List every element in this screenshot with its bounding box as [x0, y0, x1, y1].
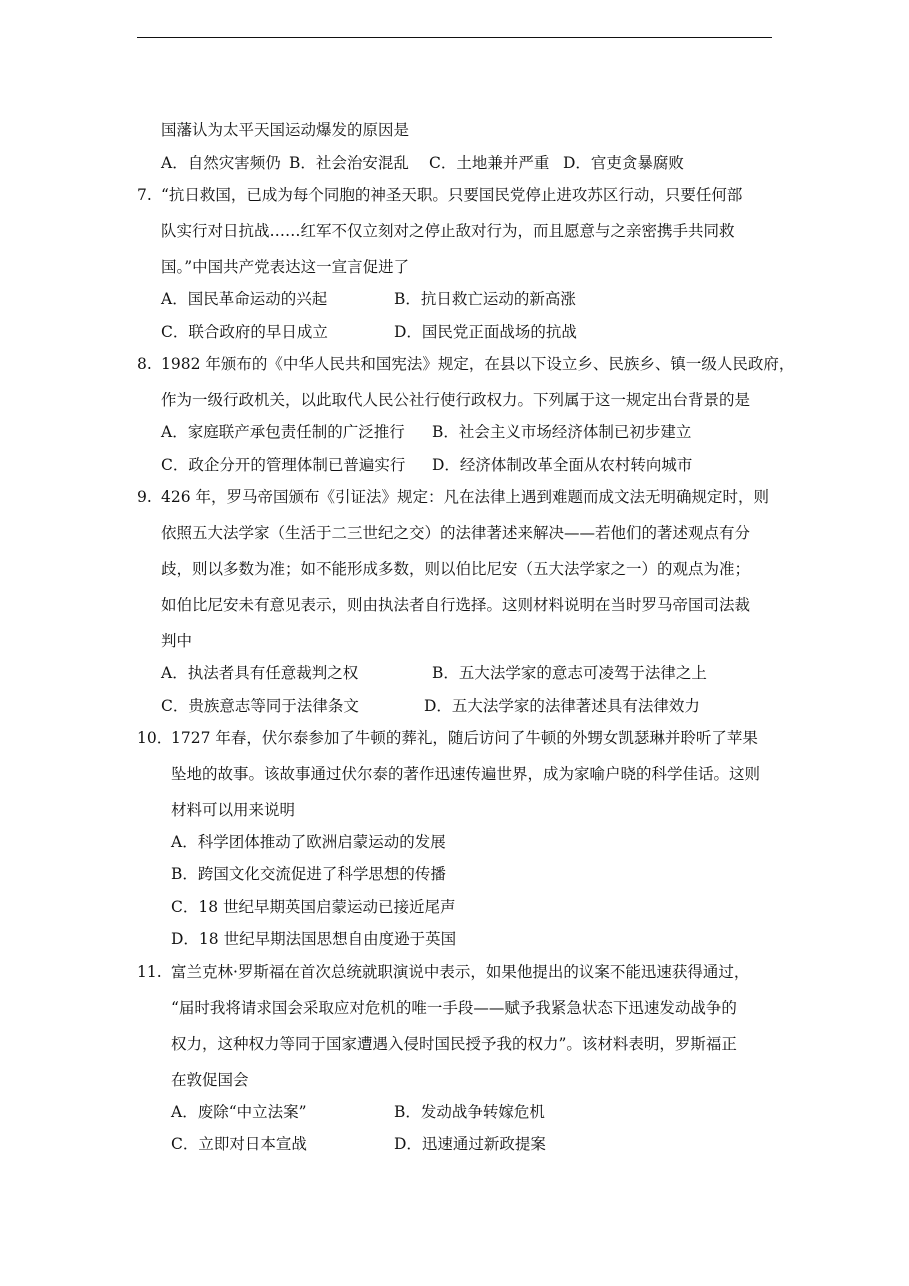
q6-option-c: C．土地兼并严重: [429, 154, 550, 172]
q10-option-b: B．跨国文化交流促进了科学思想的传播: [171, 865, 446, 883]
header-rule: [137, 37, 772, 38]
q7-option-b: B．抗日救亡运动的新高涨: [394, 290, 576, 308]
q9-number: 9.: [137, 488, 152, 506]
q11-number: 11.: [137, 963, 162, 981]
q6-option-b: B．社会治安混乱: [289, 154, 409, 172]
q8-option-d: D．经济体制改革全面从农村转向城市: [432, 456, 693, 474]
q11-stem-line-3: 权力，这种权力等同于国家遭遇入侵时国民授予我的权力”。该材料表明，罗斯福正: [171, 1035, 737, 1053]
q6-option-d: D．官吏贪暴腐败: [563, 154, 684, 172]
q10-option-c: C．18 世纪早期英国启蒙运动已接近尾声: [171, 898, 456, 916]
q11-stem-line-4: 在敦促国会: [171, 1071, 249, 1089]
q11-stem-line-1: 富兰克林·罗斯福在首次总统就职演说中表示，如果他提出的议案不能迅速获得通过，: [171, 963, 750, 981]
q8-number: 8.: [137, 355, 152, 373]
q9-option-b: B．五大法学家的意志可凌驾于法律之上: [432, 664, 707, 682]
q7-option-d: D．国民党正面战场的抗战: [394, 323, 577, 341]
q6-option-a: A．自然灾害频仍: [161, 154, 281, 172]
q10-option-a: A．科学团体推动了欧洲启蒙运动的发展: [171, 833, 446, 851]
q7-option-a: A．国民革命运动的兴起: [161, 290, 328, 308]
q6-stem-continuation: 国藩认为太平天国运动爆发的原因是: [161, 121, 410, 139]
q11-option-d: D．迅速通过新政提案: [394, 1135, 546, 1153]
q8-stem-line-1: 1982 年颁布的《中华人民共和国宪法》规定，在县以下设立乡、民族乡、镇一级人民政府，: [161, 355, 795, 373]
q10-stem-line-2: 坠地的故事。该故事通过伏尔泰的著作迅速传遍世界，成为家喻户晓的科学佳话。这则: [171, 765, 761, 783]
q9-stem-line-3: 歧，则以多数为准；如不能形成多数，则以伯比尼安（五大法学家之一）的观点为准；: [161, 560, 751, 578]
q7-option-c: C．联合政府的早日成立: [161, 323, 328, 341]
q8-stem-line-2: 作为一级行政机关，以此取代人民公社行使行政权力。下列属于这一规定出台背景的是: [161, 391, 751, 409]
q9-stem-line-2: 依照五大法学家（生活于二三世纪之交）的法律著述来解决——若他们的著述观点有分: [161, 524, 751, 542]
q7-stem-line-3: 国。”中国共产党表达这一宣言促进了: [161, 258, 410, 276]
q8-option-c: C．政企分开的管理体制已普遍实行: [161, 456, 406, 474]
q7-stem-line-2: 队实行对日抗战……红军不仅立刻对之停止敌对行为，而且愿意与之亲密携手共同救: [161, 222, 735, 240]
q11-option-c: C．立即对日本宣战: [171, 1135, 307, 1153]
q11-stem-line-2: “届时我将请求国会采取应对危机的唯一手段——赋予我紧急状态下迅速发动战争的: [171, 999, 737, 1017]
q7-number: 7.: [137, 186, 152, 204]
q8-option-b: B．社会主义市场经济体制已初步建立: [432, 423, 692, 441]
q11-option-b: B．发动战争转嫁危机: [394, 1103, 545, 1121]
q7-stem-line-1: “抗日救国，已成为每个同胞的神圣天职。只要国民党停止进攻苏区行动，只要任何部: [161, 186, 743, 204]
q9-option-d: D．五大法学家的法律著述具有法律效力: [424, 697, 700, 715]
q9-option-c: C．贵族意志等同于法律条文: [161, 697, 359, 715]
q9-stem-line-4: 如伯比尼安未有意见表示，则由执法者自行选择。这则材料说明在当时罗马帝国司法裁: [161, 596, 751, 614]
q9-stem-line-5: 判中: [161, 632, 193, 650]
q10-option-d: D．18 世纪早期法国思想自由度逊于英国: [171, 930, 457, 948]
q10-stem-line-3: 材料可以用来说明: [171, 801, 296, 819]
q9-option-a: A．执法者具有任意裁判之权: [161, 664, 359, 682]
q9-stem-line-1: 426 年，罗马帝国颁布《引证法》规定：凡在法律上遇到难题而成文法无明确规定时，则: [161, 488, 770, 506]
q11-option-a: A．废除“中立法案”: [171, 1103, 307, 1121]
q10-stem-line-1: 1727 年春，伏尔泰参加了牛顿的葬礼，随后访问了牛顿的外甥女凯瑟琳并聆听了苹果: [171, 729, 758, 747]
q10-number: 10．: [137, 729, 173, 747]
q8-option-a: A．家庭联产承包责任制的广泛推行: [161, 423, 405, 441]
